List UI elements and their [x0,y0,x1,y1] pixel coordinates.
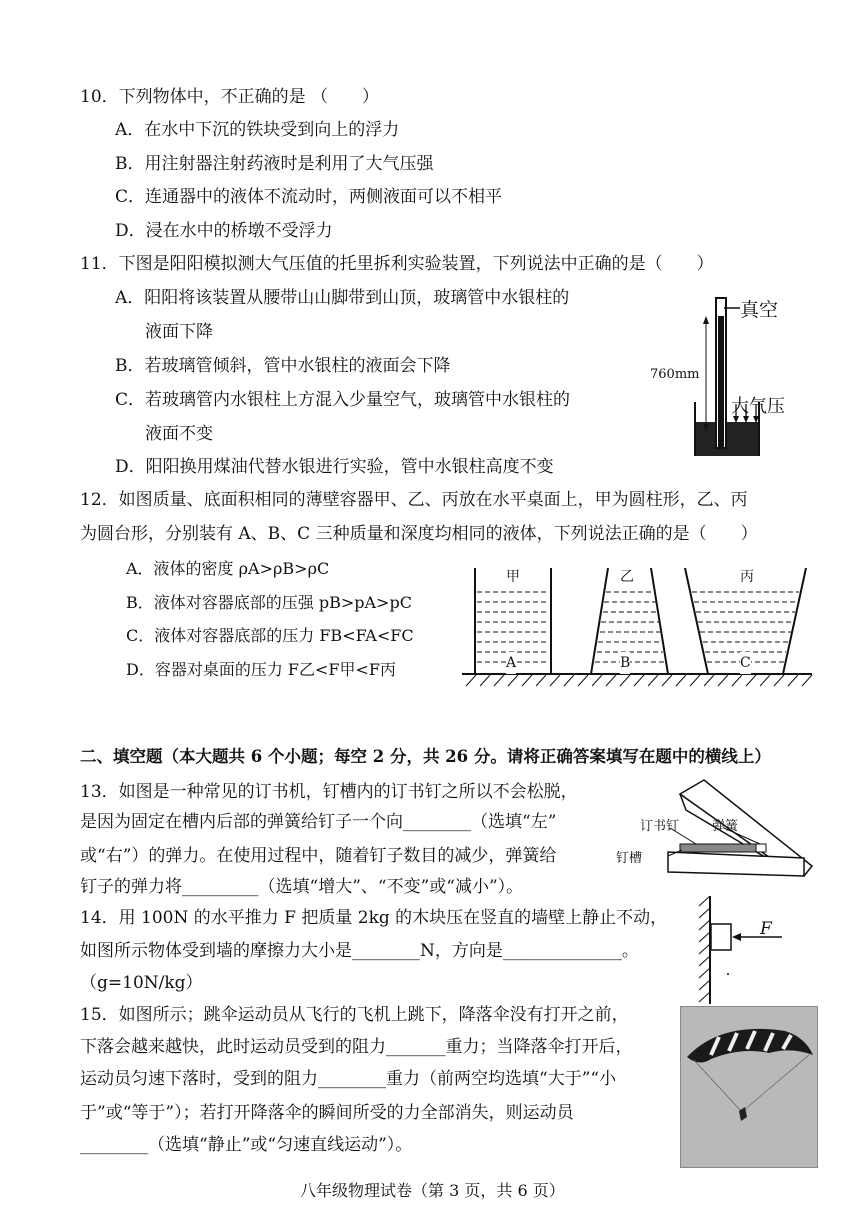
mercury-column [718,316,724,448]
q12-option-b: B．液体对容器底部的压强 pB>pA>pC [126,593,412,612]
q12-option-a: A．液体的密度 ρA>ρB>ρC [126,559,330,578]
force-label: F [760,919,772,939]
q11-option-d: D．阳阳换用煤油代替水银进行实验，管中水银柱高度不变 [115,457,554,477]
q14-line3: （g=10N/kg） [80,973,203,993]
q13-line1: 13．如图是一种常见的订书机，钉槽内的订书钉之所以不会松脱， [80,782,578,802]
q13-line3: 或“右”）的弹力。在使用过程中，随着钉子数目的减少，弹簧给 [80,846,557,866]
q10-option-c: C．连通器中的液体不流动时，两侧液面可以不相平 [115,187,503,207]
q15-line1: 15．如图所示；跳伞运动员从飞行的飞机上跳下，降落伞没有打开之前， [80,1005,629,1025]
q12-stem-line2: 为圆台形，分别装有 A、B、C 三种质量和深度均相同的液体，下列说法正确的是（ ） [80,524,758,544]
page-footer: 八年级物理试卷（第 3 页，共 6 页） [300,1181,565,1200]
q15-line2: 下落会越来越快，此时运动员受到的阻力_______重力；当降落伞打开后， [80,1037,633,1057]
q10-stem: 10．下列物体中，不正确的是 （ ） [80,87,380,107]
pressure-label: 大气压 [731,396,785,417]
section-2-heading: 二、填空题（本大题共 6 个小题；每空 2 分，共 26 分。请将正确答案填写在题中的横线上） [80,747,771,766]
wall-block-figure [694,894,794,1006]
q10-option-d: D．浸在水中的桥墩不受浮力 [115,221,333,241]
spring-label: 弹簧 [712,819,739,834]
liquid-c-label: C [740,652,751,674]
spring [756,844,766,852]
q12-option-c: C．液体对容器底部的压力 FB<FA<FC [126,626,414,645]
container-bing-label: 丙 [740,569,754,585]
q15-line4: 于”或“等于”）；若打开降落伞的瞬间所受的力全部消失，则运动员 [80,1103,574,1123]
q13-line4: 钉子的弹力将_________（选填“增大”、“不变”或“减小”）。 [80,877,524,897]
staple-label: 订书钉 [640,819,680,834]
slot-label: 钉槽 [616,851,643,866]
q11-option-a-line1: A．阳阳将该装置从腰带山山脚带到山顶，玻璃管中水银柱的 [115,288,570,308]
vacuum-label: 真空 [740,299,779,321]
q11-option-b: B．若玻璃管倾斜，管中水银柱的液面会下降 [115,356,451,376]
q15-line5: ________（选填“静止”或“匀速直线运动”）。 [80,1135,413,1155]
q12-option-d: D．容器对桌面的压力 F乙<F甲<F丙 [126,660,397,679]
q13-line2: 是因为固定在槽内后部的弹簧给钉子一个向________（选填“左” [80,812,557,832]
liquid-a-label: A [506,652,516,674]
q11-stem: 11．下图是阳阳模拟测大气压值的托里拆利实验装置，下列说法中正确的是（ ） [80,254,714,274]
q11-option-a-line2: 液面下降 [145,322,213,342]
liquid-b-label: B [620,652,630,674]
q15-line3: 运动员匀速下落时，受到的阻力________重力（前两空均选填“大于”“小 [80,1069,617,1089]
wood-block [711,924,731,950]
container-yi-label: 乙 [620,569,634,585]
q10-option-b: B．用注射器注射药液时是利用了大气压强 [115,154,434,174]
q11-option-c-line2: 液面不变 [145,424,213,444]
q12-stem-line1: 12．如图质量、底面积相同的薄壁容器甲、乙、丙放在水平桌面上，甲为圆柱形，乙、丙 [80,490,748,510]
q14-line1: 14．用 100N 的水平推力 F 把质量 2kg 的木块压在竖直的墙壁上静止不动， [80,908,668,928]
height-label: 760mm [650,367,700,382]
q10-option-a: A．在水中下沉的铁块受到向上的浮力 [115,120,400,140]
staples-row [680,844,758,852]
parachute-photo [680,1006,818,1168]
q11-option-c-line1: C．若玻璃管内水银柱上方混入少量空气，玻璃管中水银柱的 [115,390,571,410]
container-jia-label: 甲 [506,569,520,585]
q14-line2: 如图所示物体受到墙的摩擦力大小是________N，方向是______________。 [80,941,639,961]
